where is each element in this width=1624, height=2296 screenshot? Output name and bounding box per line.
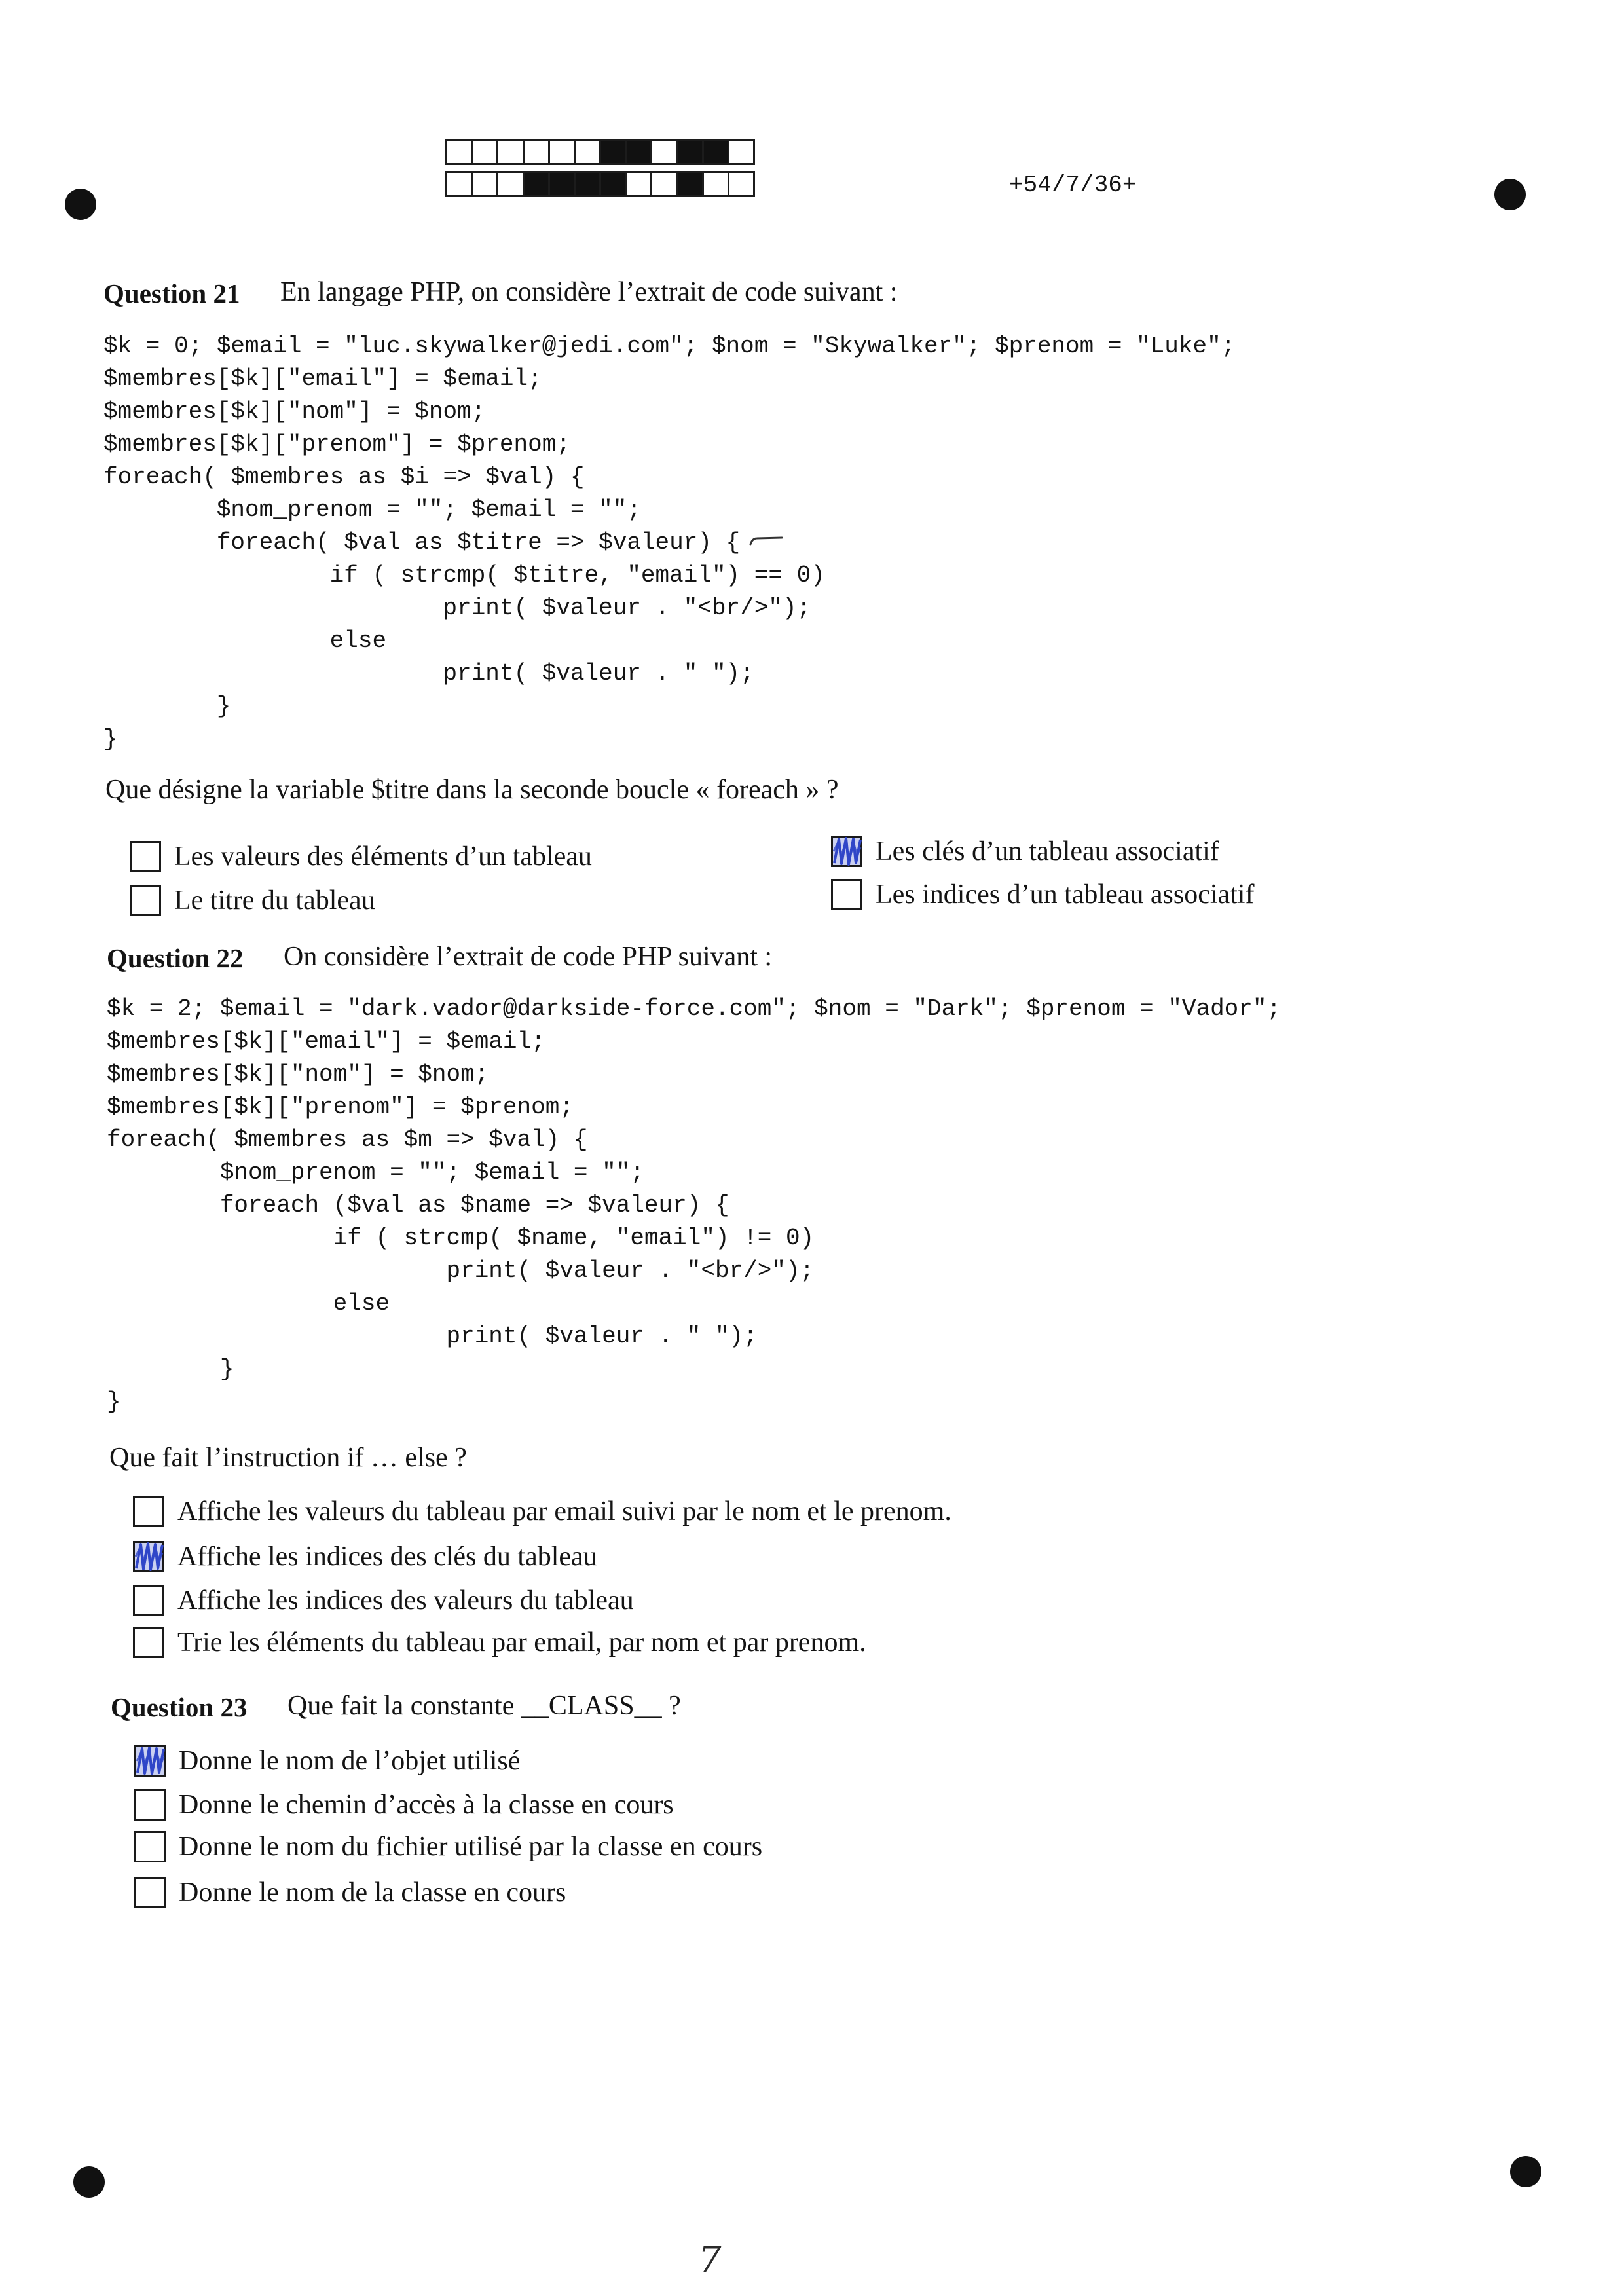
answer-label: Trie les éléments du tableau par email, par nom et par prenom. <box>177 1627 866 1657</box>
answer-label: Le titre du tableau <box>174 885 375 916</box>
id-grid-cell <box>525 173 550 195</box>
answer-checkbox[interactable] <box>130 841 161 872</box>
id-grid-cell <box>550 141 576 163</box>
answer-label: Donne le chemin d’accès à la classe en cours <box>179 1790 674 1820</box>
code-line: $membres[$k]["prenom"] = $prenom; <box>103 431 570 458</box>
code-line: $membres[$k]["prenom"] = $prenom; <box>107 1094 574 1120</box>
id-grid-cell <box>601 141 627 163</box>
id-grid-cell <box>652 141 678 163</box>
answer-checkbox[interactable] <box>831 879 862 910</box>
answer-checkbox[interactable] <box>133 1627 164 1658</box>
code-line: else <box>107 1290 390 1317</box>
id-grid-cell <box>447 173 473 195</box>
answer-label: Affiche les valeurs du tableau par email suivi par le nom et le prenom. <box>177 1496 951 1527</box>
code-line: $membres[$k]["email"] = $email; <box>103 365 542 392</box>
question-prompt: En langage PHP, on considère l’extrait de code suivant : <box>280 277 898 307</box>
code-line: foreach ($val as $name => $valeur) { <box>107 1192 729 1219</box>
code-line: } <box>107 1388 121 1415</box>
code-line: print( $valeur . "<br/>"); <box>103 595 811 621</box>
id-grid-cell <box>473 173 498 195</box>
id-grid-cell <box>627 173 652 195</box>
id-grid-row <box>445 139 755 165</box>
id-grid-cell <box>652 173 678 195</box>
id-grid-cell <box>729 141 753 163</box>
checkmark-scribble <box>134 1745 166 1777</box>
code-line: $nom_prenom = ""; $email = ""; <box>107 1159 644 1186</box>
answer-label: Affiche les indices des clés du tableau <box>177 1542 597 1572</box>
answer-checkbox[interactable] <box>133 1585 164 1616</box>
id-grid-row <box>445 171 755 197</box>
answer-label: Donne le nom du fichier utilisé par la classe en cours <box>179 1832 763 1862</box>
question-text: Que fait l’instruction if … else ? <box>109 1443 467 1473</box>
code-block <box>107 993 1281 1418</box>
code-line: $membres[$k]["nom"] = $nom; <box>103 398 486 425</box>
code-line: $k = 2; $email = "dark.vador@darkside-force.com"; $nom = "Dark"; $prenom = "Vador"; <box>107 995 1282 1022</box>
answer-checkbox[interactable] <box>130 885 161 916</box>
handwritten-pen-mark <box>749 534 783 546</box>
question-text: Que désigne la variable $titre dans la seconde boucle « foreach » ? <box>105 775 839 805</box>
code-block <box>103 330 1235 756</box>
id-grid-cell <box>447 141 473 163</box>
code-line: else <box>103 627 387 654</box>
code-line: $membres[$k]["email"] = $email; <box>107 1028 545 1055</box>
code-line: foreach( $membres as $i => $val) { <box>103 464 585 491</box>
code-line: if ( strcmp( $titre, "email") == 0) <box>103 562 825 589</box>
id-grid-cell <box>525 141 550 163</box>
answer-checkbox[interactable] <box>134 1877 166 1908</box>
code-line: print( $valeur . "<br/>"); <box>107 1257 815 1284</box>
id-grid-cell <box>576 173 601 195</box>
id-grid-cell <box>473 141 498 163</box>
registration-dot-top-left <box>65 189 96 220</box>
id-grid-cell <box>550 173 576 195</box>
code-line: print( $valeur . " "); <box>103 660 754 687</box>
answer-checkbox[interactable] <box>133 1496 164 1527</box>
registration-dot-top-right <box>1494 179 1526 210</box>
question-label: Question 21 <box>103 278 240 308</box>
code-line: print( $valeur . " "); <box>107 1323 758 1350</box>
id-grid-cell <box>498 173 524 195</box>
answer-label: Affiche les indices des valeurs du tableau <box>177 1585 634 1616</box>
code-line: $k = 0; $email = "luc.skywalker@jedi.com"; $nom = "Skywalker"; $prenom = "Luke"; <box>103 333 1236 360</box>
answer-label: Donne le nom de l’objet utilisé <box>179 1746 521 1776</box>
registration-dot-bottom-left <box>73 2166 105 2198</box>
code-line: if ( strcmp( $name, "email") != 0) <box>107 1225 815 1251</box>
id-grid-cell <box>704 173 729 195</box>
id-grid-cell <box>678 173 704 195</box>
answer-checkbox[interactable] <box>134 1745 166 1777</box>
code-line: $membres[$k]["nom"] = $nom; <box>107 1061 489 1088</box>
code-line: foreach( $val as $titre => $valeur) { <box>103 529 741 556</box>
code-line: } <box>103 693 231 720</box>
id-grid-cell <box>729 173 753 195</box>
answer-checkbox[interactable] <box>134 1789 166 1821</box>
checkmark-scribble <box>133 1541 164 1572</box>
question-label: Question 23 <box>111 1692 248 1722</box>
question-prompt: On considère l’extrait de code PHP suivant : <box>284 942 773 972</box>
code-line: $nom_prenom = ""; $email = ""; <box>103 496 641 523</box>
id-grid-cell <box>627 141 652 163</box>
id-grid-cell <box>678 141 704 163</box>
answer-label: Les clés d’un tableau associatif <box>876 836 1219 866</box>
answer-label: Les indices d’un tableau associatif <box>876 880 1255 910</box>
id-grid-cell <box>601 173 627 195</box>
id-grid-cell <box>704 141 729 163</box>
id-grid-cell <box>498 141 524 163</box>
question-prompt: Que fait la constante __CLASS__ ? <box>287 1691 681 1721</box>
answer-checkbox[interactable] <box>133 1541 164 1572</box>
page-code: +54/7/36+ <box>1009 172 1137 198</box>
checkmark-scribble <box>831 836 862 867</box>
answer-checkbox[interactable] <box>134 1831 166 1862</box>
question-label: Question 22 <box>107 943 244 973</box>
answer-label: Donne le nom de la classe en cours <box>179 1878 566 1908</box>
registration-dot-bottom-right <box>1510 2156 1541 2187</box>
id-grid-cell <box>576 141 601 163</box>
answer-label: Les valeurs des éléments d’un tableau <box>174 842 592 872</box>
code-line: } <box>103 726 118 752</box>
answer-checkbox[interactable] <box>831 836 862 867</box>
code-line: } <box>107 1356 234 1382</box>
handwritten-page-number: 7 <box>698 2239 722 2282</box>
code-line: foreach( $membres as $m => $val) { <box>107 1126 588 1153</box>
